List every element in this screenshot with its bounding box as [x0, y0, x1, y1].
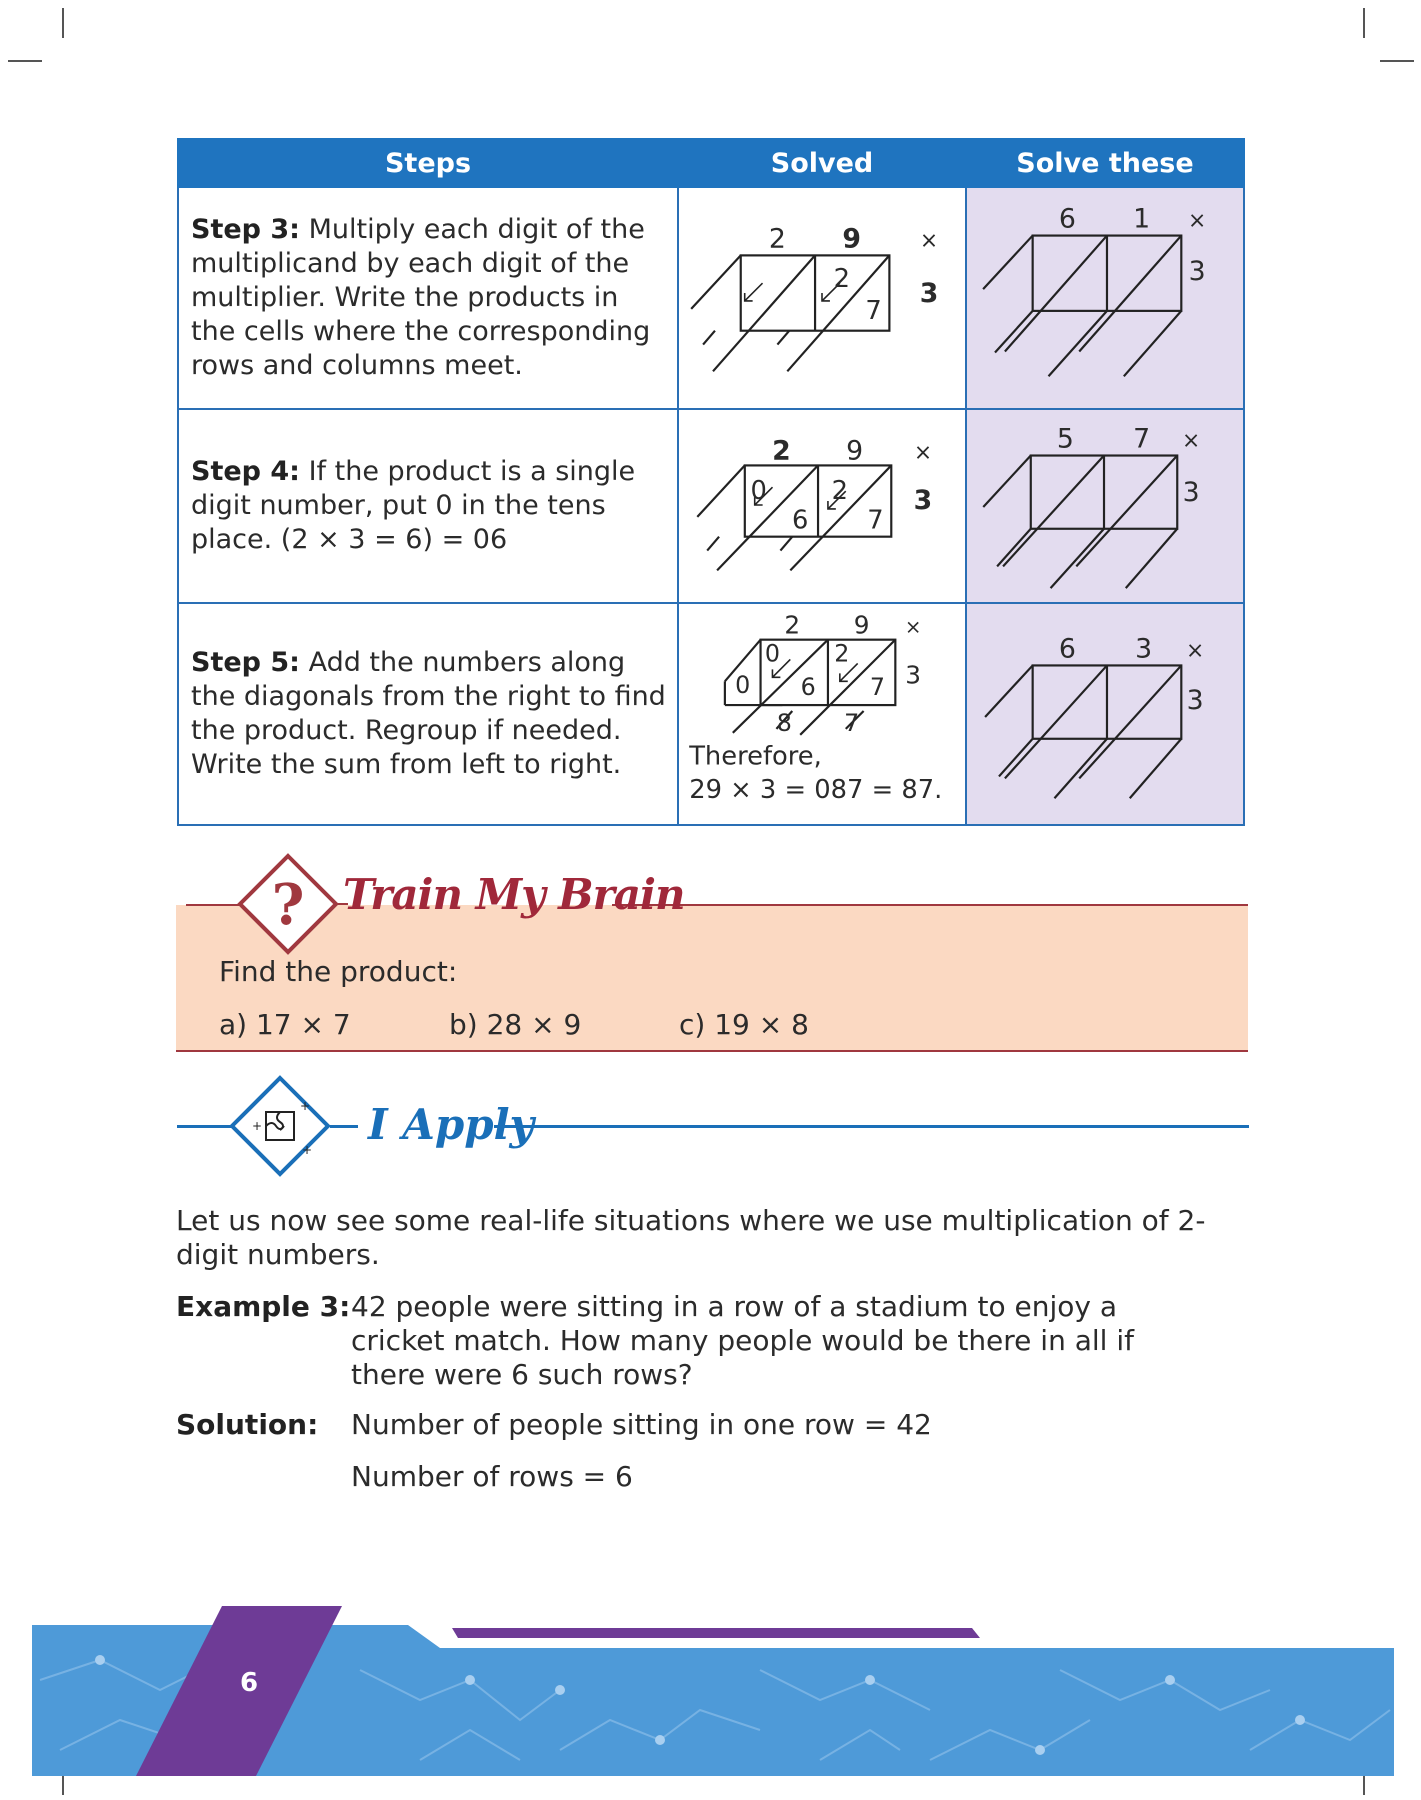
- top-digit: 1: [1133, 203, 1151, 235]
- top-digit: 3: [1135, 633, 1153, 665]
- cell-digit: 6: [800, 673, 816, 702]
- lattice-solved-step-4: [679, 410, 965, 602]
- therefore-text: Therefore,: [689, 741, 822, 772]
- header-steps: Steps: [178, 139, 678, 187]
- solved-cell: [678, 187, 966, 409]
- divider: [177, 1125, 233, 1128]
- puzzle-icon: [228, 1074, 332, 1178]
- table-header-row: [178, 139, 1244, 187]
- question-mark-icon: [228, 852, 348, 962]
- header-solved: Solved: [678, 139, 966, 187]
- result-text: 29 × 3 = 087 = 87.: [689, 775, 943, 806]
- practice-cell: [966, 409, 1244, 603]
- crop-mark: [1363, 8, 1365, 38]
- solved-cell: [678, 603, 966, 825]
- solved-cell: [678, 409, 966, 603]
- table-row: [178, 409, 1244, 603]
- table-row: [178, 187, 1244, 409]
- step-5-description: [179, 646, 677, 782]
- solution-label: Solution:: [176, 1408, 319, 1441]
- divider: [330, 1125, 358, 1128]
- side-digit: 3: [913, 484, 933, 516]
- cell-digit: 0: [764, 639, 781, 668]
- top-digit: 7: [1133, 423, 1151, 455]
- lattice-practice-step-3: [967, 188, 1243, 408]
- step-label: Step 4:: [191, 456, 300, 487]
- lattice-solved-step-5: [679, 604, 965, 824]
- times-sign: ×: [913, 440, 933, 466]
- cell-digit: 6: [792, 505, 809, 536]
- sum-digit: 8: [776, 708, 792, 737]
- divider: [612, 904, 1248, 906]
- cell-digit: 2: [834, 639, 850, 668]
- top-digit: 5: [1056, 423, 1074, 455]
- train-my-brain-title: Train My Brain: [343, 870, 685, 919]
- cell-digit: 2: [833, 264, 851, 295]
- footer-band: [0, 1600, 1421, 1800]
- lattice-practice-step-5: [967, 604, 1243, 824]
- times-sign: ×: [919, 228, 939, 254]
- cell-digit: 2: [831, 476, 849, 507]
- train-item-c: c) 19 × 8: [679, 1008, 809, 1041]
- times-sign: ×: [904, 615, 922, 639]
- side-digit: 3: [1188, 256, 1206, 288]
- example-label: Example 3:: [176, 1290, 351, 1323]
- train-prompt: Find the product:: [219, 955, 458, 988]
- times-sign: ×: [1181, 428, 1201, 454]
- svg-text:+: +: [302, 1143, 313, 1157]
- sum-digit: 0: [735, 671, 751, 700]
- divider: [494, 1125, 1249, 1128]
- lattice-practice-step-4: [967, 410, 1243, 602]
- svg-text:?: ?: [271, 872, 305, 938]
- step-text: If the product is a single digit number, put 0 in the tens place. (2 × 3 = 6) = 06: [191, 456, 636, 555]
- divider: [176, 1050, 1248, 1052]
- step-3-description: [179, 213, 677, 383]
- train-item-a: a) 17 × 7: [219, 1008, 351, 1041]
- top-digit: 2: [772, 435, 791, 467]
- step-label: Step 5:: [191, 647, 300, 678]
- top-digit: 9: [842, 223, 862, 255]
- crop-mark: [8, 60, 42, 62]
- solution-line: Number of people sitting in one row = 42: [351, 1408, 932, 1441]
- train-item-b: b) 28 × 9: [449, 1008, 582, 1041]
- side-digit: 3: [919, 277, 939, 309]
- top-digit: 6: [1058, 633, 1076, 665]
- cell-digit: 7: [865, 295, 882, 326]
- step-cell: [178, 187, 678, 409]
- practice-cell: [966, 187, 1244, 409]
- cell-digit: 7: [869, 673, 886, 702]
- practice-cell: [966, 603, 1244, 825]
- i-apply-title: I Apply: [368, 1100, 534, 1149]
- step-text: Add the numbers along the diagonals from the right to find the product. Regroup if needed. Write the sum from left to right.: [191, 647, 666, 780]
- svg-text:+: +: [252, 1119, 263, 1133]
- top-digit: 2: [768, 223, 786, 255]
- svg-text:+: +: [300, 1099, 311, 1113]
- example-text: 42 people were sitting in a row of a stadium to enjoy a cricket match. How many people would be there in all if there were 6 such rows?: [351, 1290, 1134, 1391]
- times-sign: ×: [1188, 208, 1207, 234]
- cell-digit: 7: [867, 505, 884, 536]
- side-digit: 3: [1182, 477, 1200, 509]
- sum-digit: 7: [844, 708, 860, 737]
- steps-table: [177, 138, 1245, 826]
- cell-digit: 0: [750, 476, 767, 507]
- side-digit: 3: [1186, 685, 1204, 717]
- solution-line: Number of rows = 6: [351, 1460, 633, 1493]
- table-row: [178, 603, 1244, 825]
- step-4-description: [179, 455, 677, 557]
- top-digit: 2: [784, 610, 801, 640]
- times-sign: ×: [1186, 638, 1205, 664]
- top-digit: 9: [846, 435, 864, 467]
- header-solve-these: Solve these: [966, 139, 1244, 187]
- step-cell: [178, 409, 678, 603]
- step-cell: [178, 603, 678, 825]
- side-digit: 3: [905, 660, 922, 690]
- page-number: 6: [240, 1668, 259, 1698]
- crop-mark: [62, 8, 64, 38]
- step-label: Step 3:: [191, 214, 300, 245]
- apply-intro: Let us now see some real-life situations where we use multiplication of 2-digit numbers.: [176, 1204, 1206, 1271]
- top-digit: 9: [853, 610, 870, 640]
- crop-mark: [1380, 60, 1414, 62]
- lattice-solved-step-3: [679, 188, 965, 408]
- step-text: Multiply each digit of the multiplicand by each digit of the multiplier. Write the products in the cells where the corresponding rows and columns meet.: [191, 214, 651, 381]
- top-digit: 6: [1058, 203, 1076, 235]
